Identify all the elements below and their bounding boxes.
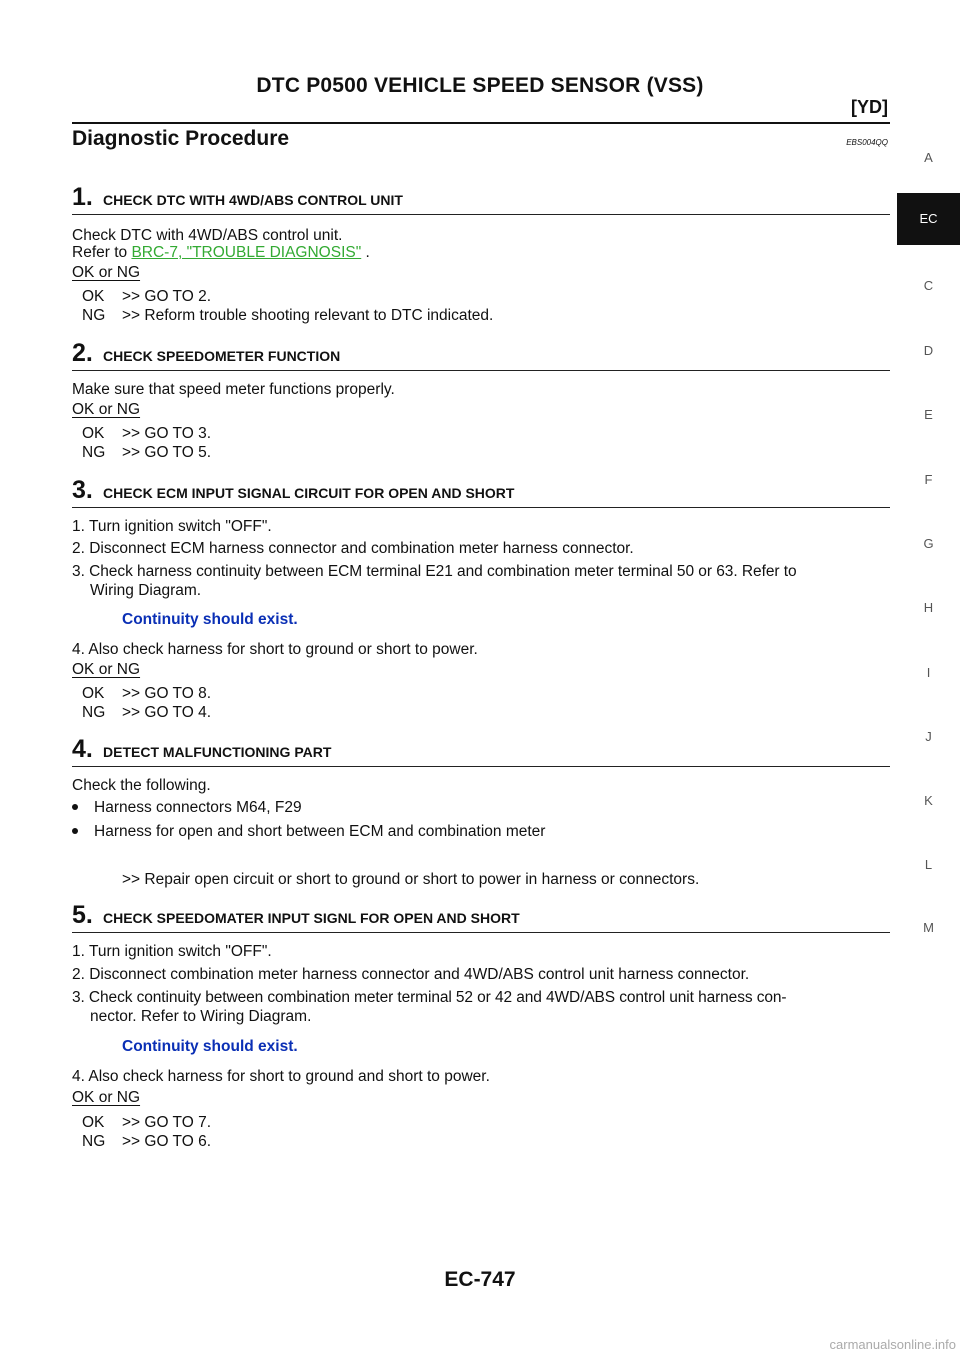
engine-code: [YD] xyxy=(851,97,888,117)
refer-link[interactable]: BRC-7, "TROUBLE DIAGNOSIS" xyxy=(131,244,362,261)
ok-or-ng-label: OK or NG xyxy=(72,1089,141,1106)
side-tab-k[interactable]: K xyxy=(924,793,933,808)
step-text: 1. Turn ignition switch "OFF". xyxy=(72,518,272,535)
side-tab-e[interactable]: E xyxy=(924,407,933,422)
side-tab-f[interactable]: F xyxy=(924,472,933,487)
page-number: EC-747 xyxy=(444,1268,516,1291)
step-action: >> Repair open circuit or short to ground or short to power in harness or connectors. xyxy=(122,871,700,888)
header-rule xyxy=(72,122,890,124)
step-number: 3. xyxy=(72,476,93,504)
step-text: 2. Disconnect combination meter harness connector and 4WD/ABS control unit harness connector. xyxy=(72,966,750,983)
bullet-icon xyxy=(72,828,78,834)
step-text: Check the following. xyxy=(72,777,211,794)
step-label: CHECK SPEEDOMETER FUNCTION xyxy=(103,348,341,364)
step-2-header xyxy=(72,340,890,371)
ng-row: NG >> GO TO 5. xyxy=(82,444,212,461)
ok-row: OK >> GO TO 7. xyxy=(82,1114,212,1131)
side-tab-h[interactable]: H xyxy=(923,600,934,615)
spec-text: Continuity should exist. xyxy=(122,1038,298,1055)
step-text: 2. Disconnect ECM harness connector and combination meter harness connector. xyxy=(72,540,634,557)
side-tab-j[interactable]: J xyxy=(925,729,932,744)
refer-prefix: Refer to xyxy=(72,244,132,261)
step-text: Check DTC with 4WD/ABS control unit. xyxy=(72,227,343,244)
step-label: CHECK DTC WITH 4WD/ABS CONTROL UNIT xyxy=(103,192,403,208)
step-label: DETECT MALFUNCTIONING PART xyxy=(103,744,332,760)
step-text: nector. Refer to Wiring Diagram. xyxy=(90,1008,312,1025)
side-tab-l[interactable]: L xyxy=(924,857,933,872)
side-tab-m[interactable]: M xyxy=(923,920,934,935)
spec-text: Continuity should exist. xyxy=(122,611,298,628)
step-text: 4. Also check harness for short to ground and short to power. xyxy=(72,1068,490,1085)
refer-line xyxy=(72,243,370,262)
step-number: 5. xyxy=(72,901,93,929)
ok-or-ng-label: OK or NG xyxy=(72,661,141,678)
step-text: 1. Turn ignition switch "OFF". xyxy=(72,943,272,960)
page-title: DTC P0500 VEHICLE SPEED SENSOR (VSS) xyxy=(256,74,704,97)
step-text: 4. Also check harness for short to ground or short to power. xyxy=(72,641,478,658)
side-tab-d[interactable]: D xyxy=(923,343,934,358)
step-number: 2. xyxy=(72,339,93,367)
ng-row: NG >> GO TO 4. xyxy=(82,704,212,721)
bullet-item: Harness for open and short between ECM and combination meter xyxy=(72,822,545,841)
step-1-header xyxy=(72,184,890,215)
side-tab-a[interactable]: A xyxy=(924,150,933,165)
step-5-header xyxy=(72,902,890,933)
ok-row: OK >> GO TO 2. xyxy=(82,288,212,305)
ok-row: OK >> GO TO 3. xyxy=(82,425,212,442)
section-title: Diagnostic Procedure xyxy=(72,127,290,150)
step-3-header xyxy=(72,477,890,508)
side-tab-ec[interactable]: EC xyxy=(897,193,960,245)
step-text: 3. Check continuity between combination meter terminal 52 or 42 and 4WD/ABS control unit harness con- xyxy=(72,989,787,1006)
step-4-header xyxy=(72,736,890,767)
bullet-item: Harness connectors M64, F29 xyxy=(72,798,302,817)
step-text: 3. Check harness continuity between ECM terminal E21 and combination meter terminal 50 or 63. Refer to xyxy=(72,563,797,580)
refer-suffix: . xyxy=(361,244,370,261)
ng-row: NG >> GO TO 6. xyxy=(82,1133,212,1150)
step-text: Make sure that speed meter functions properly. xyxy=(72,381,395,398)
bullet-icon xyxy=(72,804,78,810)
ok-or-ng-label: OK or NG xyxy=(72,264,141,281)
step-label: CHECK ECM INPUT SIGNAL CIRCUIT FOR OPEN AND SHORT xyxy=(103,485,515,501)
side-tab-i[interactable]: I xyxy=(926,665,931,680)
ng-row: NG >> Reform trouble shooting relevant to DTC indicated. xyxy=(82,307,494,324)
step-label: CHECK SPEEDOMATER INPUT SIGNL FOR OPEN AND SHORT xyxy=(103,910,520,926)
step-text: Wiring Diagram. xyxy=(90,582,202,599)
side-tab-g[interactable]: G xyxy=(923,536,934,551)
watermark: carmanualsonline.info xyxy=(829,1337,956,1352)
ok-row: OK >> GO TO 8. xyxy=(82,685,212,702)
step-number: 1. xyxy=(72,183,93,211)
section-ref-code: EBS004QQ xyxy=(846,138,888,147)
ok-or-ng-label: OK or NG xyxy=(72,401,141,418)
side-tab-c[interactable]: C xyxy=(923,278,934,293)
step-number: 4. xyxy=(72,735,93,763)
